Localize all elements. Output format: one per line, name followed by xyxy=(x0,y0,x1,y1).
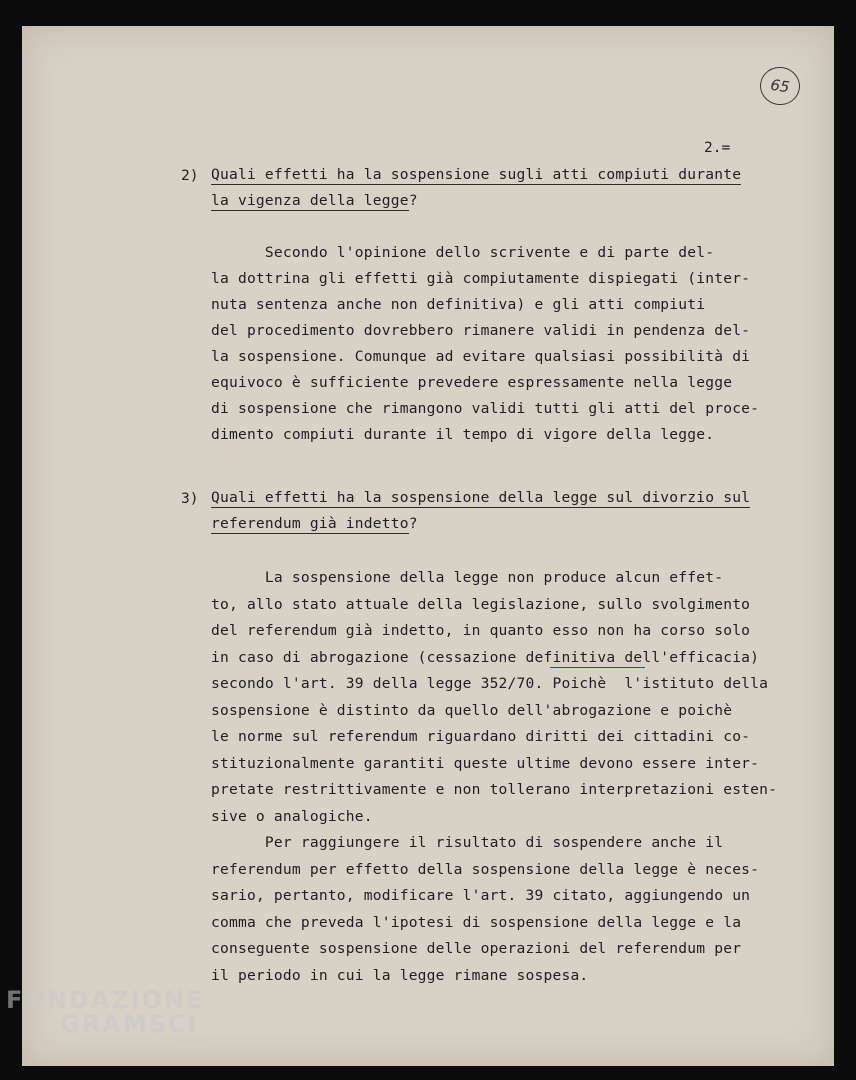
typewritten-page xyxy=(22,26,834,1066)
section-3-line: comma che preveda l'ipotesi di sospensione della legge e la xyxy=(211,913,742,931)
section-3-number: 3) xyxy=(181,490,199,507)
section-3-line: stituzionalmente garantiti queste ultime devono essere inter- xyxy=(211,754,760,772)
watermark-line2: GRAMSCI xyxy=(60,1010,199,1038)
section-2-line: equivoco è sufficiente prevedere espressamente nella legge xyxy=(211,374,733,391)
watermark-line3: onlus xyxy=(176,1036,206,1047)
section-3-line: sospensione è distinto da quello dell'abrogazione e poichè xyxy=(211,701,733,719)
section-2-line: la dottrina gli effetti già compiutamente dispiegati (inter- xyxy=(211,270,751,287)
page-number: 2.= xyxy=(704,140,731,156)
section-3-line: in caso di abrogazione (cessazione definitiva dell'efficacia) xyxy=(211,648,760,666)
fondazione-gramsci-watermark xyxy=(6,986,205,1047)
section-2-line: Secondo l'opinione dello scrivente e di parte del- xyxy=(211,244,715,261)
archive-number-stamp: 65 xyxy=(758,64,803,107)
section-3-line: conseguente sospensione delle operazioni del referendum per xyxy=(211,940,742,957)
watermark-line1: FONDAZIONE xyxy=(6,986,205,1014)
section-2-number: 2) xyxy=(181,167,199,184)
section-2-line: del procedimento dovrebbero rimanere validi in pendenza del- xyxy=(211,322,751,339)
section-3-line: le norme sul referendum riguardano diritti dei cittadini co- xyxy=(211,728,751,745)
section-3-line: il periodo in cui la legge rimane sospesa. xyxy=(211,966,589,984)
section-3-line: La sospensione della legge non produce alcun effet- xyxy=(211,569,724,586)
definitiva-pen-underline xyxy=(550,667,645,668)
section-3-line: referendum per effetto della sospensione della legge è neces- xyxy=(211,860,760,878)
section-2-line: nuta sentenza anche non definitiva) e gli atti compiuti xyxy=(211,296,706,313)
section-3-line: secondo l'art. 39 della legge 352/70. Poichè l'istituto della xyxy=(211,675,769,692)
section-3-body xyxy=(211,565,778,1042)
section-3-question-line2: referendum già indetto xyxy=(211,515,409,532)
section-2-line: dimento compiuti durante il tempo di vigore della legge. xyxy=(211,426,715,443)
section-3-line: Per raggiungere il risultato di sospendere anche il xyxy=(211,834,724,851)
section-3-line: sario, pertanto, modificare l'art. 39 citato, aggiungendo un xyxy=(211,887,751,904)
section-2-line: di sospensione che rimangono validi tutti gli atti del proce- xyxy=(211,400,760,417)
section-3-question-line1: Quali effetti ha la sospensione della legge sul divorzio sul xyxy=(211,489,751,506)
section-3-line: del referendum già indetto, in quanto esso non ha corso solo xyxy=(211,622,751,639)
section-3-question-mark: ? xyxy=(408,515,418,532)
section-2-question-line2: la vigenza della legge xyxy=(211,192,409,209)
section-2-question-line1: Quali effetti ha la sospensione sugli atti compiuti durante xyxy=(211,166,742,183)
section-2-line: la sospensione. Comunque ad evitare qualsiasi possibilità di xyxy=(211,348,751,365)
section-2-question-mark: ? xyxy=(408,192,418,209)
section-3-line: to, allo stato attuale della legislazione, sullo svolgimento xyxy=(211,595,751,613)
section-3-line: pretate restrittivamente e non tollerano interpretazioni esten- xyxy=(211,781,778,798)
section-3-line: sive o analogiche. xyxy=(211,807,373,825)
